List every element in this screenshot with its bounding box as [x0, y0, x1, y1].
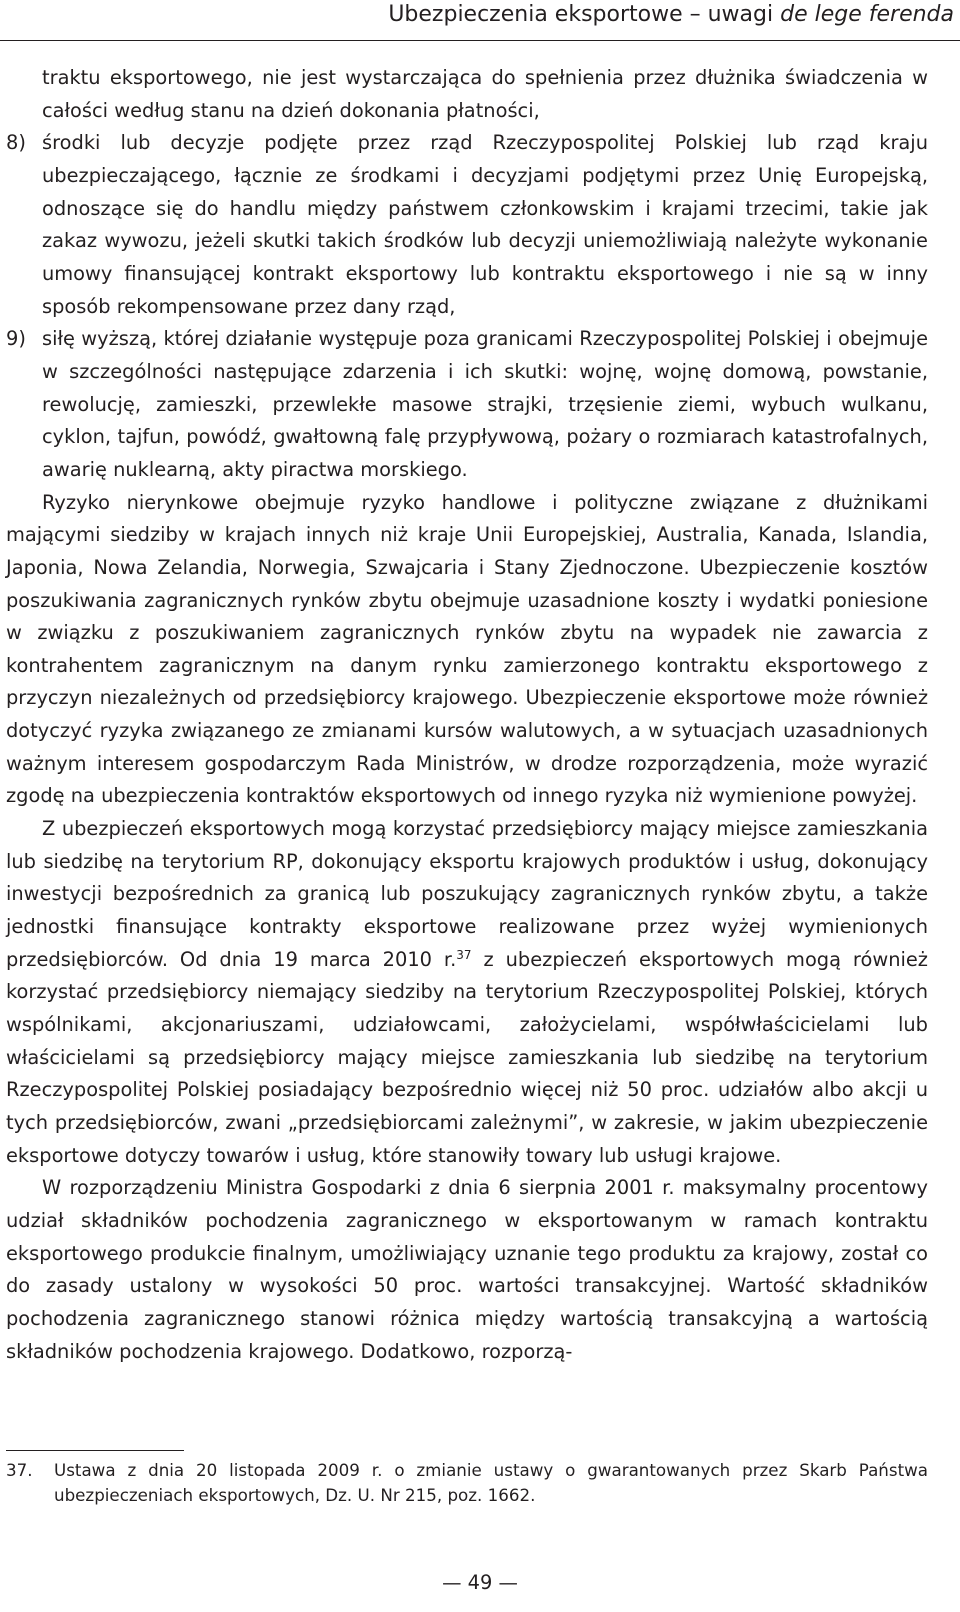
list-item-9	[6, 323, 928, 486]
list-item-text: siłę wyższą, której działanie występuje poza granicami Rzeczypospolitej Polskiej i obejmuje w szczególności następujące zdarzenia i ich skutki: wojnę, wojnę domową, powstanie, rewolucję, zamieszki, przewlekłe masowe strajki, trzęsienie ziemi, wybuch wulkanu, cyklon, tajfun, powódź, gwałtowną falę przypływową, pożary o rozmiarach katastrofalnych, awarię nuklearną, akty piractwa morskiego.	[42, 327, 928, 481]
paragraph-text: z ubezpieczeń eksportowych mogą również korzystać przedsiębiorcy niemający siedziby na terytorium Rzeczypospolitej Polskiej, których wspólnikami, akcjonariuszami, udziałowcami, założycielami, współwłaścicielami lub właścicielami są przedsiębiorcy mający miejsce zamieszkania lub siedzibę na terytorium Rzeczypospolitej Polskiej posiadający bezpośrednio więcej niż 50 proc. udziałów albo akcji u tych przedsiębiorców, zwani „przedsiębiorcami zależnymi”, w zakresie, w jakim ubezpieczenie eksportowe dotyczy towarów i usług, które stanowiły towary lub usługi krajowe.	[6, 947, 928, 1167]
paragraph-nonmarket-risk: Ryzyko nierynkowe obejmuje ryzyko handlowe i polityczne związane z dłużnikami mającymi siedziby w krajach innych niż kraje Unii Europejskiej, Australia, Kanada, Islandia, Japonia, Nowa Zelandia, Norwegia, Szwajcaria i Stany Zjednoczone. Ubezpieczenie kosztów poszukiwania zagranicznych rynków zbytu obejmuje uzasadnione koszty i wydatki poniesione w związku z poszukiwaniem zagranicznych rynków zbytu na wypadek nie zawarcia z kontrahentem zagranicznym na danym rynku zamierzonego kontraktu eksportowego z przyczyn niezależnych od przedsiębiorcy krajowego. Ubezpieczenie eksportowe może również dotyczyć ryzyka związanego ze zmianami kursów walutowych, a w sytuacjach uzasadnionych ważnym interesem gospodarczym Rada Ministrów, w drodze rozporządzenia, może wyrazić zgodę na ubezpieczenia kontraktów eksportowych od innego ryzyka niż wymienione powyżej.	[6, 490, 928, 808]
footnote-number: 37.	[6, 1460, 33, 1480]
page-number: — 49 —	[442, 1571, 518, 1594]
header-title-italic: de lege ferenda	[780, 2, 954, 27]
list-item-text: środki lub decyzje podjęte przez rząd Rzeczypospolitej Polskiej lub rząd kraju ubezpieczającego, łącznie ze środkami i decyzjami podjętymi przez Unię Europejską, odnoszące się do handlu między państwem członkowskim i krajami trzecimi, takie jak zakaz wywozu, jeżeli skutki takich środków lub decyzji uniemożliwiają należyte wykonanie umowy finansującej kontrakt eksportowy lub kontraktu eksportowego i nie są w inny sposób rekompensowane przez dany rząd,	[42, 131, 928, 318]
footnote-divider	[6, 1450, 184, 1451]
list-item-8	[6, 127, 928, 323]
paragraph-regulation: W rozporządzeniu Ministra Gospodarki z dnia 6 sierpnia 2001 r. maksymalny procentowy udział składników pochodzenia zagranicznego w eksportowanym w ramach kontraktu eksportowego produkcie finalnym, umożliwiający uznanie tego produktu za krajowy, został co do zasady ustalony w wysokości 50 proc. wartości transakcyjnej. Wartość składników pochodzenia zagranicznego stanowi różnica między wartością transakcyjną a wartością składników pochodzenia krajowego. Dodatkowo, rozporzą-	[6, 1176, 928, 1363]
running-header	[0, 0, 960, 41]
list-item-number: 9)	[6, 327, 26, 351]
footnote-text: Ustawa z dnia 20 listopada 2009 r. o zmianie ustawy o gwarantowanych przez Skarb Państwa ubezpieczeniach eksportowych, Dz. U. Nr 215, poz. 1662.	[54, 1460, 928, 1505]
list-item-continuation: traktu eksportowego, nie jest wystarczająca do spełnienia przez dłużnika świadczenia w całości według stanu na dzień dokonania płatności,	[42, 66, 928, 122]
running-header-title	[388, 0, 954, 30]
paragraph-eligible-entrepreneurs	[6, 813, 928, 1172]
body-text	[6, 62, 928, 1368]
footnote	[6, 1458, 928, 1508]
footnote-reference: 37	[456, 947, 472, 962]
paragraph-text: Z ubezpieczeń eksportowych mogą korzystać przedsiębiorcy mający miejsce zamieszkania lub siedzibę na terytorium RP, dokonujący eksportu krajowych produktów i usług, dokonujący inwestycji bezpośrednich za granicą lub poszukujący zagranicznych rynków zbytu, a także jednostki finansujące kontrakty eksportowe realizowane przez wyżej wymienionych przedsiębiorców. Od dnia 19 marca 2010 r.	[6, 817, 928, 971]
header-title-main: Ubezpieczenia eksportowe – uwagi	[388, 2, 781, 27]
list-item-number: 8)	[6, 131, 26, 155]
